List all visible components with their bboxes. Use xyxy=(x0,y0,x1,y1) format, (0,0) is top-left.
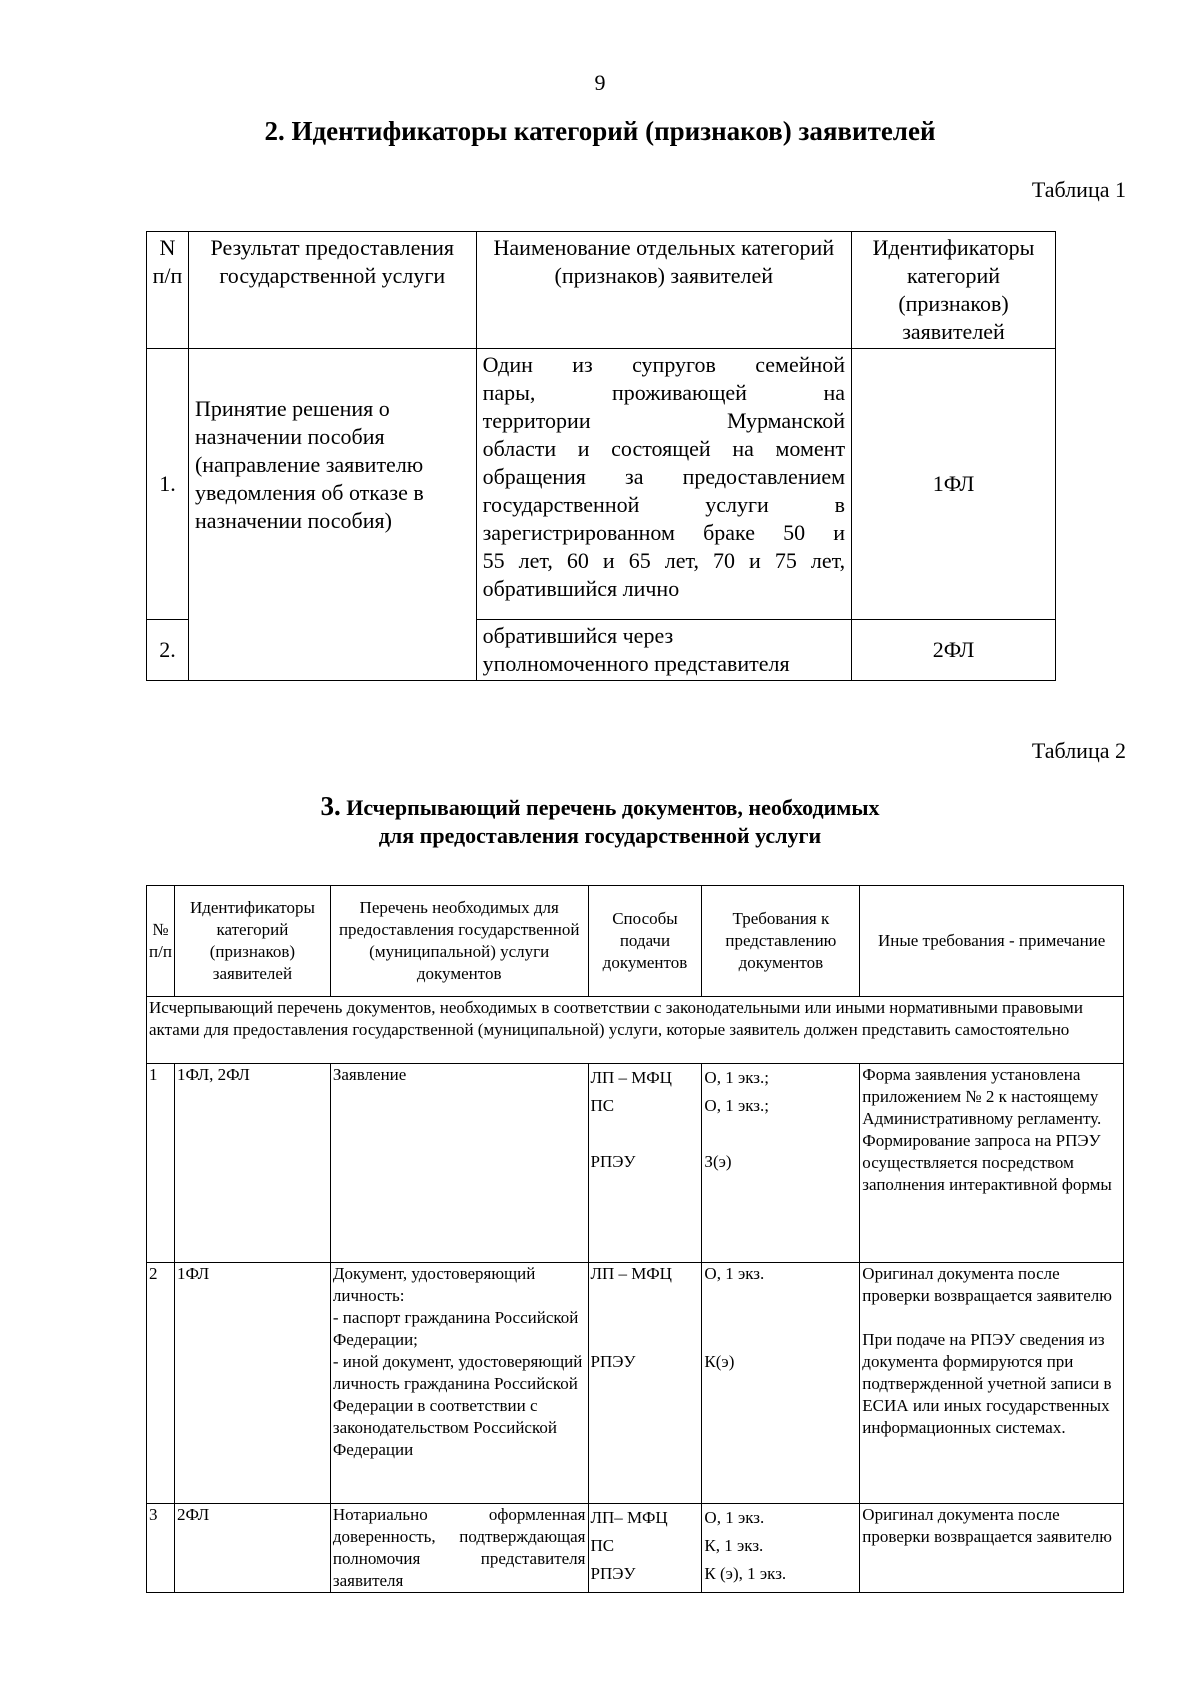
table-row xyxy=(147,1263,1124,1504)
methods-cell xyxy=(588,1064,702,1263)
requirements-cell xyxy=(702,1504,860,1593)
requirement-item: О, 1 экз. xyxy=(704,1264,765,1283)
header-num xyxy=(147,232,189,349)
category-line: уполномоченного представителя xyxy=(482,651,790,676)
requirements-cell xyxy=(702,1263,860,1504)
document-line: - иной документ, удостоверяющий личность гражданина Российской Федерации в соответствии с законодательством Российской Федерации xyxy=(332,1352,583,1459)
page-number: 9 xyxy=(594,70,606,95)
method-item: РПЭУ xyxy=(590,1152,636,1171)
section-3-number: 3. xyxy=(320,791,341,821)
table-1-caption: Таблица 1 xyxy=(1031,177,1126,202)
header-identifiers: Идентификаторы категорий (признаков) заявителей xyxy=(174,886,330,997)
category-line: пары, проживающей на xyxy=(482,380,846,405)
document-line: Документ, удостоверяющий личность: xyxy=(332,1264,536,1305)
span-cell: Исчерпывающий перечень документов, необходимых в соответствии с законодательными или иными нормативными правовыми актами для предоставления государственной (муниципальной) услуги, которые заявитель должен представить самостоятельно xyxy=(147,997,1124,1064)
requirement-item: К, 1 экз. xyxy=(704,1536,764,1555)
method-item: ЛП – МФЦ xyxy=(590,1068,672,1087)
document-cell xyxy=(330,1263,588,1504)
category-line: государственной услуги в xyxy=(482,492,846,517)
method-item: ЛП– МФЦ xyxy=(590,1508,668,1527)
section-3-title-line-1: Исчерпывающий перечень документов, необходимых xyxy=(346,795,880,820)
row-num: 1 xyxy=(147,1064,175,1263)
table-row xyxy=(147,1064,1124,1263)
ids-cell: 1ФЛ, 2ФЛ xyxy=(174,1064,330,1263)
category-line: Один из супругов семейной xyxy=(482,352,846,377)
category-cell xyxy=(476,349,851,620)
methods-cell xyxy=(588,1504,702,1593)
method-item: ПС xyxy=(590,1096,615,1115)
header-num-sign: № xyxy=(152,920,169,939)
header-methods: Способы подачи документов xyxy=(588,886,702,997)
method-item: РПЭУ xyxy=(590,1564,636,1583)
requirement-item: О, 1 экз. xyxy=(704,1508,765,1527)
document-line: - паспорт гражданина Российской Федерации; xyxy=(332,1308,579,1349)
category-line: обратившийся через xyxy=(482,623,674,648)
identifier-cell: 1ФЛ xyxy=(852,349,1056,620)
category-cell xyxy=(476,620,851,681)
document-cell: Нотариально оформленная доверенность, подтверждающая полномочия представителя заявителя xyxy=(330,1504,588,1593)
requirement-item: К (э), 1 экз. xyxy=(704,1564,787,1583)
section-2-title: 2. Идентификаторы категорий (признаков) заявителей xyxy=(264,116,936,146)
row-num: 1. xyxy=(147,349,189,620)
header-result: Результат предоставления государственной услуги xyxy=(188,232,476,349)
section-3-title xyxy=(0,792,1200,850)
method-item: ПС xyxy=(590,1536,615,1555)
header-documents: Перечень необходимых для предоставления государственной (муниципальной) услуги документов xyxy=(330,886,588,997)
methods-cell xyxy=(588,1263,702,1504)
requirement-item: К(э) xyxy=(704,1352,735,1371)
category-line: обращения за предоставлением xyxy=(482,464,846,489)
requirement-item: О, 1 экз.; xyxy=(704,1068,769,1087)
header-num xyxy=(147,886,175,997)
header-num-n: N xyxy=(159,235,176,260)
method-item: РПЭУ xyxy=(590,1352,636,1371)
table-row xyxy=(147,349,1056,620)
identifier-cell: 2ФЛ xyxy=(852,620,1056,681)
section-3-title-line-2: для предоставления государственной услуги xyxy=(378,823,822,848)
table-header-row xyxy=(147,232,1056,349)
document-cell: Заявление xyxy=(330,1064,588,1263)
category-line: зарегистрированном браке 50 и xyxy=(482,520,846,545)
method-item: ЛП – МФЦ xyxy=(590,1264,672,1283)
category-line: 55 лет, 60 и 65 лет, 70 и 75 лет, xyxy=(482,548,846,573)
table-2-caption: Таблица 2 xyxy=(1031,738,1126,763)
other-note: Оригинал документа после проверки возвращается заявителю xyxy=(862,1264,1112,1305)
header-category-name: Наименование отдельных категорий (признаков) заявителей xyxy=(476,232,851,349)
category-line: области и состоящей на момент xyxy=(482,436,846,461)
header-num-pp: п/п xyxy=(149,942,172,961)
other-note: При подаче на РПЭУ сведения из документа формируются при подтвержденной учетной записи в ЕСИА или иных государственных информационных системах. xyxy=(862,1330,1112,1437)
ids-cell: 1ФЛ xyxy=(174,1263,330,1504)
row-num: 2 xyxy=(147,1263,175,1504)
requirements-cell xyxy=(702,1064,860,1263)
result-cell: Принятие решения о назначении пособия (направление заявителю уведомления об отказе в назначении пособия) xyxy=(188,349,476,681)
documents-table xyxy=(146,885,1124,1593)
table-header-row xyxy=(147,886,1124,997)
applicant-categories-table xyxy=(146,231,1056,681)
category-line: территории Мурманской xyxy=(482,408,846,433)
row-num: 2. xyxy=(147,620,189,681)
header-num-pp: п/п xyxy=(152,263,183,288)
header-identifiers: Идентификаторы категорий (признаков) заявителей xyxy=(852,232,1056,349)
row-num: 3 xyxy=(147,1504,175,1593)
category-line: обратившийся лично xyxy=(482,576,680,601)
table-row xyxy=(147,1504,1124,1593)
other-cell xyxy=(860,1263,1124,1504)
requirement-item: О, 1 экз.; xyxy=(704,1096,769,1115)
other-cell: Форма заявления установлена приложением № 2 к настоящему Административному регламенту. Формирование запроса на РПЭУ осуществляется посредством заполнения интерактивной формы xyxy=(860,1064,1124,1263)
header-requirements: Требования к представлению документов xyxy=(702,886,860,997)
span-row xyxy=(147,997,1124,1064)
requirement-item: З(э) xyxy=(704,1152,732,1171)
header-other: Иные требования - примечание xyxy=(860,886,1124,997)
ids-cell: 2ФЛ xyxy=(174,1504,330,1593)
other-cell: Оригинал документа после проверки возвращается заявителю xyxy=(860,1504,1124,1593)
